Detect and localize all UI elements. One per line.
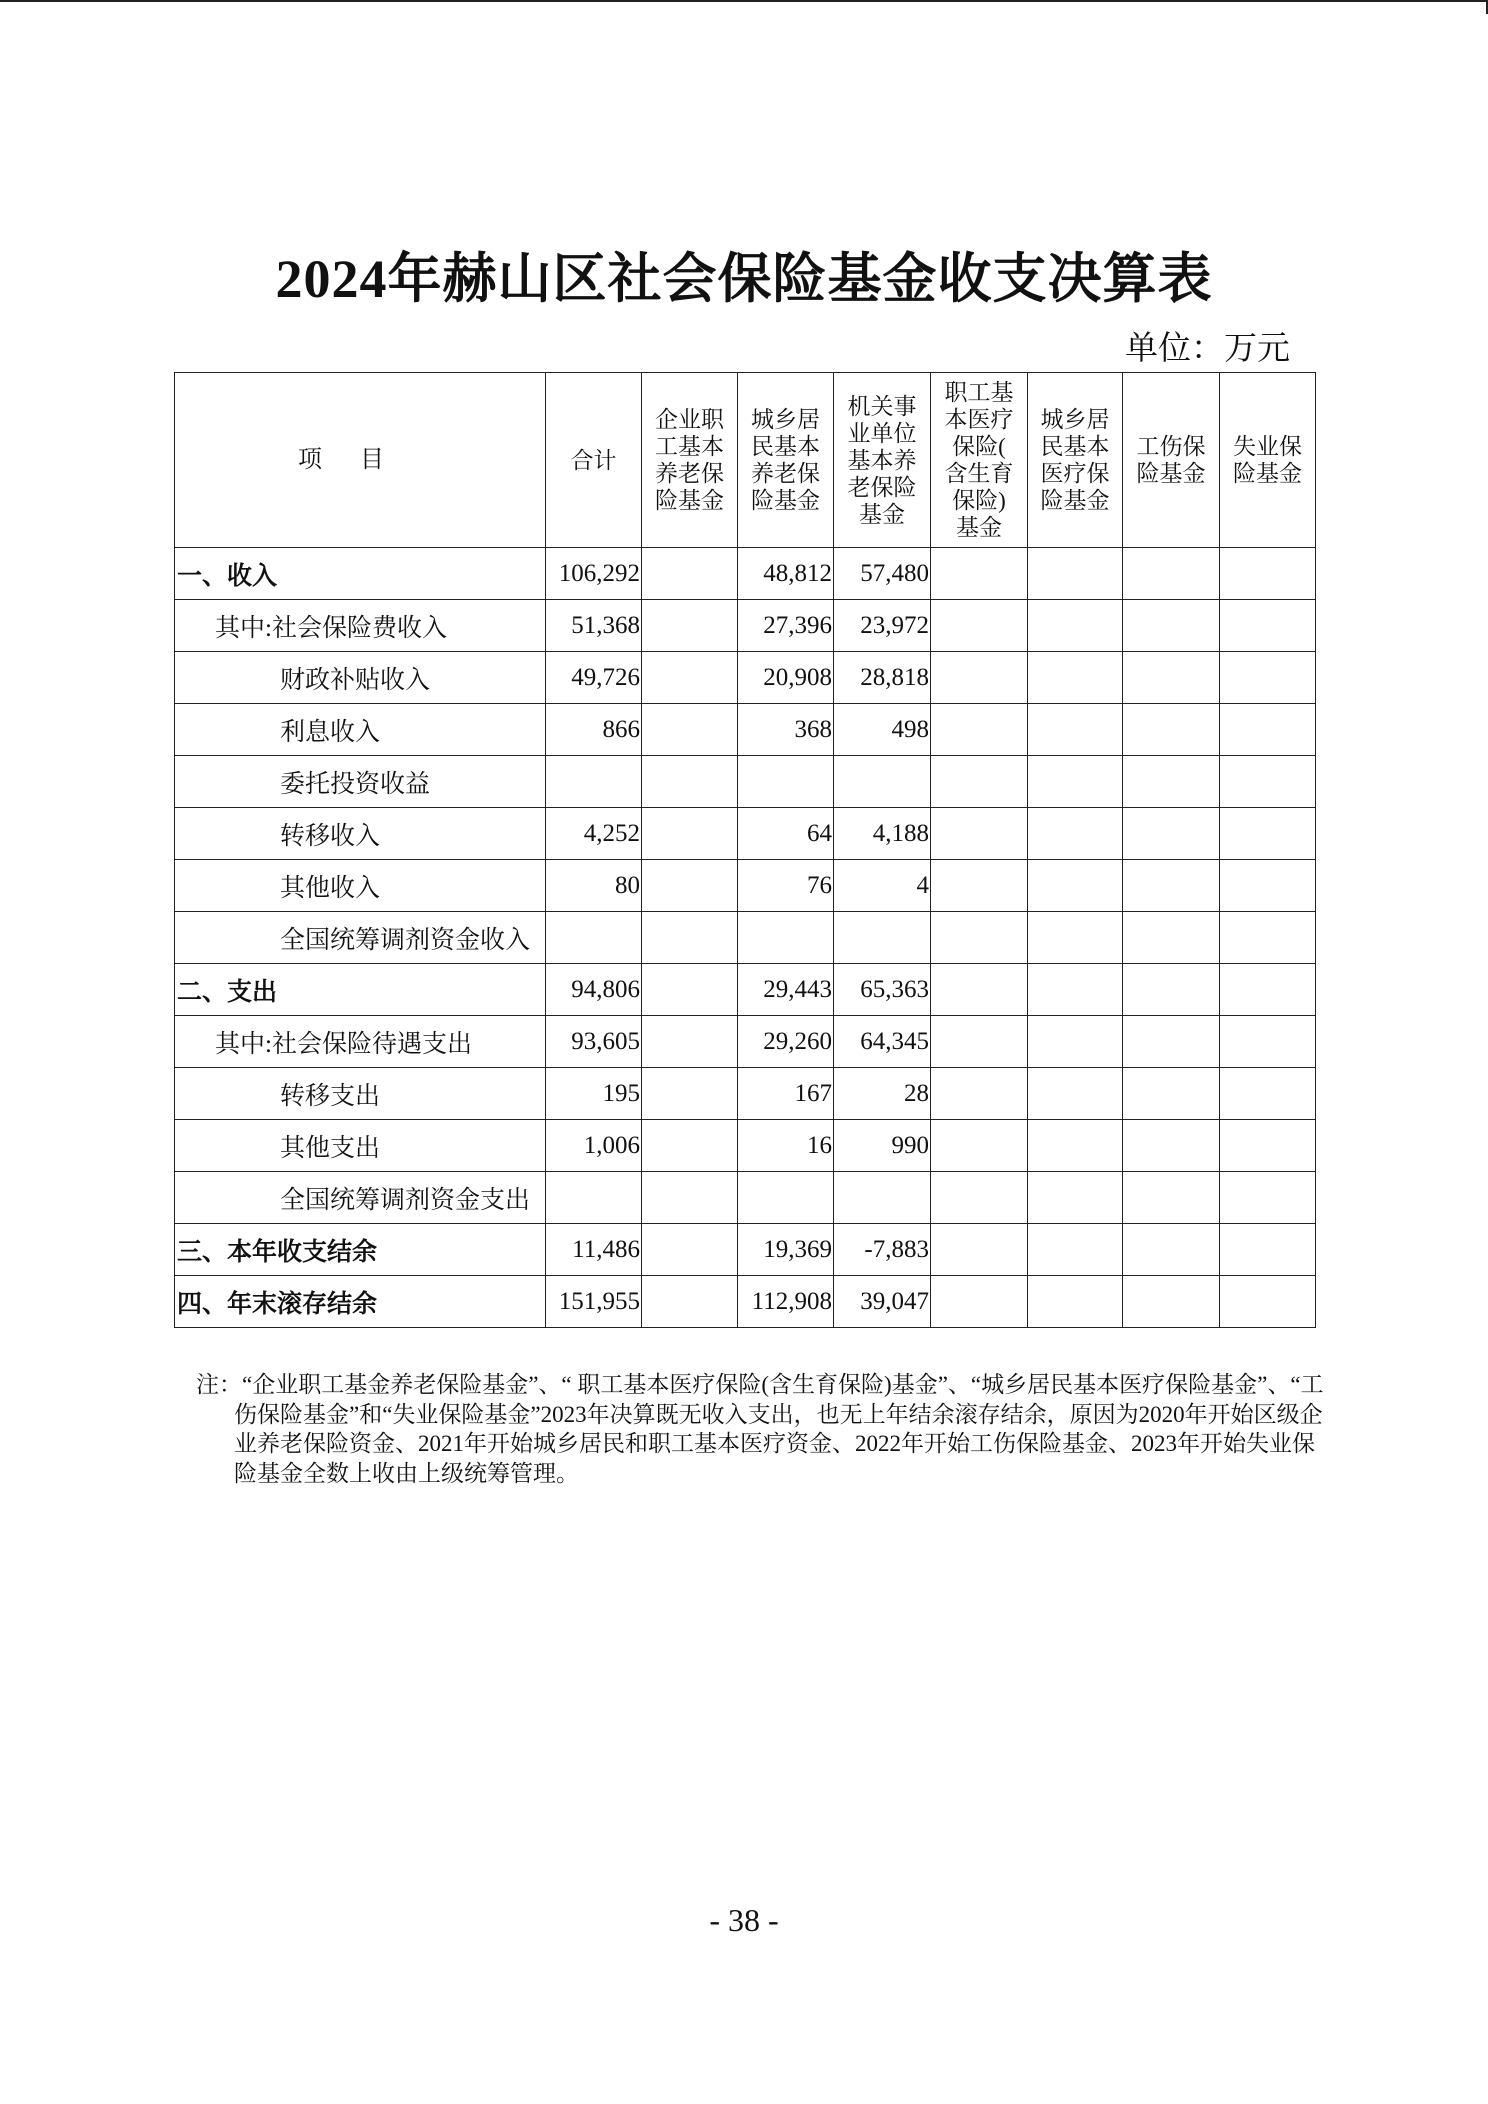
cell-value (1123, 912, 1220, 964)
header-column: 职工基 本医疗 保险( 含生育 保险) 基金 (931, 373, 1028, 548)
cell-value: 151,955 (546, 1276, 642, 1328)
fund-budget-table (174, 372, 1316, 1328)
header-column: 城乡居 民基本 医疗保 险基金 (1028, 373, 1123, 548)
cell-value: 368 (738, 704, 834, 756)
cell-value (1028, 1224, 1123, 1276)
cell-value (1028, 1120, 1123, 1172)
page-number: - 38 - (709, 1902, 779, 1938)
row-label: 二、支出 (175, 964, 546, 1016)
cell-value (738, 756, 834, 808)
table-header-row (175, 373, 1316, 548)
page-border-top (0, 0, 1488, 2)
cell-value (1123, 652, 1220, 704)
cell-value (642, 600, 738, 652)
table-row (175, 548, 1316, 600)
cell-value (1028, 860, 1123, 912)
cell-value: -7,883 (834, 1224, 931, 1276)
cell-value (1028, 652, 1123, 704)
header-column: 机关事 业单位 基本养 老保险 基金 (834, 373, 931, 548)
cell-value (1220, 1172, 1316, 1224)
cell-value: 51,368 (546, 600, 642, 652)
header-column: 失业保 险基金 (1220, 373, 1316, 548)
table-body (175, 548, 1316, 1328)
cell-value (931, 912, 1028, 964)
cell-value (1123, 600, 1220, 652)
table-row (175, 912, 1316, 964)
row-label: 全国统筹调剂资金收入 (175, 912, 546, 964)
row-label: 三、本年收支结余 (175, 1224, 546, 1276)
cell-value: 990 (834, 1120, 931, 1172)
cell-value (642, 1276, 738, 1328)
row-label: 其中:社会保险待遇支出 (175, 1016, 546, 1068)
cell-value: 498 (834, 704, 931, 756)
unit-label: 单位：万元 (1125, 331, 1290, 367)
table-row (175, 1172, 1316, 1224)
cell-value (1220, 600, 1316, 652)
header-column: 合计 (546, 373, 642, 548)
cell-value (642, 756, 738, 808)
cell-value (931, 1120, 1028, 1172)
cell-value (1028, 912, 1123, 964)
cell-value (546, 756, 642, 808)
cell-value: 49,726 (546, 652, 642, 704)
cell-value (642, 860, 738, 912)
cell-value (834, 756, 931, 808)
footnote: 注：“企业职工基金养老保险基金”、“ 职工基本医疗保险(含生育保险)基金”、“城乡居民基本医疗保险基金”、“工伤保险基金”和“失业保险基金”2023年决算既无收入支出，也无上年结余滚存结余，原因为2020年开始区级企业养老保险资金、2021年开始城乡居民和职工基本医疗资金、2022年开始工伤保险基金、2023年开始失业保险基金全数上收由上级统筹管理。 (196, 1372, 1324, 1486)
cell-value (1028, 964, 1123, 1016)
cell-value: 20,908 (738, 652, 834, 704)
table-row (175, 652, 1316, 704)
table-row (175, 704, 1316, 756)
cell-value: 19,369 (738, 1224, 834, 1276)
cell-value (1028, 704, 1123, 756)
table-row (175, 964, 1316, 1016)
cell-value (642, 1224, 738, 1276)
cell-value: 23,972 (834, 600, 931, 652)
cell-value (1220, 1224, 1316, 1276)
cell-value (642, 652, 738, 704)
cell-value (1123, 964, 1220, 1016)
cell-value (1123, 1172, 1220, 1224)
cell-value (546, 912, 642, 964)
cell-value: 4,252 (546, 808, 642, 860)
cell-value (642, 1068, 738, 1120)
cell-value (931, 548, 1028, 600)
cell-value: 28 (834, 1068, 931, 1120)
cell-value (1123, 1120, 1220, 1172)
cell-value (642, 548, 738, 600)
cell-value (1123, 1224, 1220, 1276)
header-column: 企业职 工基本 养老保 险基金 (642, 373, 738, 548)
cell-value: 195 (546, 1068, 642, 1120)
cell-value: 4 (834, 860, 931, 912)
row-label: 四、年末滚存结余 (175, 1276, 546, 1328)
cell-value: 28,818 (834, 652, 931, 704)
cell-value (1220, 1068, 1316, 1120)
cell-value (642, 808, 738, 860)
cell-value (1028, 1068, 1123, 1120)
cell-value (642, 1016, 738, 1068)
cell-value (931, 1016, 1028, 1068)
cell-value: 11,486 (546, 1224, 642, 1276)
header-column: 城乡居 民基本 养老保 险基金 (738, 373, 834, 548)
cell-value (1220, 912, 1316, 964)
cell-value: 4,188 (834, 808, 931, 860)
table-row (175, 600, 1316, 652)
document-title: 2024年赫山区社会保险基金收支决算表 (275, 249, 1213, 309)
cell-value (1220, 860, 1316, 912)
row-label: 转移收入 (175, 808, 546, 860)
cell-value: 80 (546, 860, 642, 912)
cell-value (931, 808, 1028, 860)
table-row (175, 1016, 1316, 1068)
cell-value (931, 652, 1028, 704)
cell-value (642, 704, 738, 756)
cell-value: 112,908 (738, 1276, 834, 1328)
row-label: 转移支出 (175, 1068, 546, 1120)
cell-value (1028, 1172, 1123, 1224)
row-label: 财政补贴收入 (175, 652, 546, 704)
row-label: 委托投资收益 (175, 756, 546, 808)
cell-value (1220, 964, 1316, 1016)
row-label: 其他收入 (175, 860, 546, 912)
cell-value (931, 704, 1028, 756)
header-item: 项目 (175, 373, 546, 548)
cell-value (834, 912, 931, 964)
cell-value: 39,047 (834, 1276, 931, 1328)
cell-value (931, 1276, 1028, 1328)
cell-value (931, 600, 1028, 652)
row-label: 其中:社会保险费收入 (175, 600, 546, 652)
cell-value: 167 (738, 1068, 834, 1120)
cell-value (738, 1172, 834, 1224)
cell-value (1123, 1276, 1220, 1328)
cell-value (1028, 600, 1123, 652)
row-label: 全国统筹调剂资金支出 (175, 1172, 546, 1224)
cell-value (1028, 1276, 1123, 1328)
cell-value (1123, 1016, 1220, 1068)
table-row (175, 1276, 1316, 1328)
cell-value (1220, 1016, 1316, 1068)
cell-value: 27,396 (738, 600, 834, 652)
cell-value (1028, 548, 1123, 600)
cell-value (642, 964, 738, 1016)
cell-value (931, 964, 1028, 1016)
cell-value (1220, 808, 1316, 860)
cell-value (1220, 704, 1316, 756)
cell-value (1220, 652, 1316, 704)
cell-value: 48,812 (738, 548, 834, 600)
cell-value (1123, 860, 1220, 912)
cell-value: 866 (546, 704, 642, 756)
cell-value (546, 1172, 642, 1224)
cell-value (1123, 1068, 1220, 1120)
cell-value (1220, 1276, 1316, 1328)
table-row (175, 756, 1316, 808)
cell-value: 1,006 (546, 1120, 642, 1172)
cell-value (1123, 808, 1220, 860)
cell-value (642, 1172, 738, 1224)
cell-value (1220, 756, 1316, 808)
row-label: 其他支出 (175, 1120, 546, 1172)
cell-value (931, 860, 1028, 912)
cell-value (931, 756, 1028, 808)
cell-value (642, 1120, 738, 1172)
cell-value (834, 1172, 931, 1224)
cell-value (931, 1068, 1028, 1120)
cell-value (1220, 1120, 1316, 1172)
cell-value (1028, 756, 1123, 808)
cell-value: 65,363 (834, 964, 931, 1016)
cell-value: 57,480 (834, 548, 931, 600)
table-row (175, 860, 1316, 912)
cell-value: 29,260 (738, 1016, 834, 1068)
cell-value: 64 (738, 808, 834, 860)
cell-value (931, 1224, 1028, 1276)
row-label: 利息收入 (175, 704, 546, 756)
cell-value: 29,443 (738, 964, 834, 1016)
cell-value (1220, 548, 1316, 600)
table-row (175, 1224, 1316, 1276)
row-label: 一、收入 (175, 548, 546, 600)
table-row (175, 1120, 1316, 1172)
cell-value: 16 (738, 1120, 834, 1172)
table-row (175, 808, 1316, 860)
cell-value (1123, 548, 1220, 600)
header-column: 工伤保 险基金 (1123, 373, 1220, 548)
cell-value: 93,605 (546, 1016, 642, 1068)
cell-value: 106,292 (546, 548, 642, 600)
cell-value (931, 1172, 1028, 1224)
cell-value (1028, 1016, 1123, 1068)
cell-value: 94,806 (546, 964, 642, 1016)
cell-value (738, 912, 834, 964)
cell-value (642, 912, 738, 964)
table-row (175, 1068, 1316, 1120)
cell-value (1123, 704, 1220, 756)
cell-value: 76 (738, 860, 834, 912)
cell-value (1028, 808, 1123, 860)
cell-value: 64,345 (834, 1016, 931, 1068)
cell-value (1123, 756, 1220, 808)
